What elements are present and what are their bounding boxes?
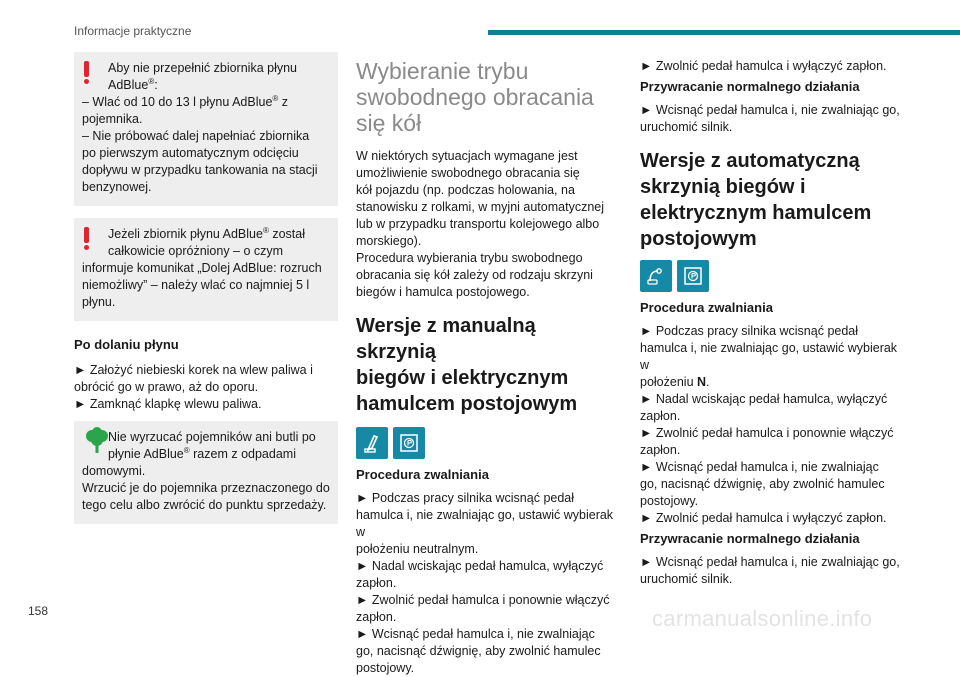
subtitle-after-refill: Po dolaniu płynu bbox=[74, 337, 179, 352]
warning-box-overfill: Aby nie przepełnić zbiornika płynu AdBlue®: – Wlać od 10 do 13 l płynu AdBlue® z pojemnika. – Nie próbować dalej napełniać zbiornika po pierwszym automatycznym odcięciu dopływu w przypadku tankowania na stacji benzynowej. bbox=[74, 52, 338, 206]
warning-icon bbox=[83, 61, 90, 84]
watermark: carmanualsonline.info bbox=[652, 606, 873, 631]
box1-line8: benzynowej. bbox=[82, 180, 152, 194]
box2-line1: Jeżeli zbiornik płynu AdBlue bbox=[108, 227, 263, 241]
box3-line4: Wrzucić je do pojemnika przeznaczonego do bbox=[82, 481, 330, 495]
box1-line3: – Wlać od 10 do 13 l płynu AdBlue bbox=[82, 95, 273, 109]
restore-title: Przywracanie normalnego działania bbox=[640, 79, 860, 94]
top-step: ► Zwolnić pedał hamulca i wyłączyć zapłon. bbox=[640, 59, 887, 73]
step-close-flap: ► Zamknąć klapkę wlewu paliwa. bbox=[74, 397, 262, 411]
box1-line4: pojemnika. bbox=[82, 112, 143, 126]
box2-line4: niemożliwy” – należy wlać co najmniej 5 l bbox=[82, 278, 310, 292]
box3-line3: domowymi. bbox=[82, 464, 146, 478]
section-header: Informacje praktyczne bbox=[74, 24, 192, 38]
eco-leaf-icon bbox=[84, 427, 110, 460]
heading-manual: Wersje z manualną skrzynią biegów i elektrycznym hamulcem postojowym bbox=[356, 315, 578, 415]
intro-text: W niektórych sytuacjach wymagane jest umożliwienie swobodnego obracania się kół pojazdu (np. podczas holowania, na stanowisku z rolkami, w myjni automatycznej lub w przypadku transportu kolejowego albo morskiego). Procedura wybierania trybu swobodnego obracania się kół zależy od rodzaju skrzyni biegów i hamulca postojowego. bbox=[356, 149, 604, 299]
box1-line7: dopływu w przypadku tankowania na stacji bbox=[82, 163, 318, 177]
heading-automatic: Wersje z automatyczną skrzynią biegów i elektrycznym hamulcem postojowym bbox=[640, 150, 872, 250]
step-cap-2: obrócić go w prawo, aż do oporu. bbox=[74, 380, 259, 394]
box2-line2: całkowicie opróżniony – o czym bbox=[108, 244, 284, 258]
icon-row bbox=[640, 260, 904, 292]
header-accent-bar bbox=[488, 30, 960, 35]
box3-line5: tego celu albo zwrócić do punktu sprzedaży. bbox=[82, 498, 327, 512]
procedure-steps-manual: ► Podczas pracy silnika wcisnąć pedał hamulca i, nie zwalniając go, ustawić wybierak w położeniu neutralnym. ► Nadal wciskając pedał hamulca, wyłączyć zapłon. ► Zwolnić pedał hamulca i ponownie włączyć zapłon. ► Wcisnąć pedał hamulca i, nie zwalniając go, nacisnąć dźwignię, aby zwolnić hamulec postojowy. bbox=[356, 491, 614, 675]
warning-icon bbox=[83, 227, 90, 250]
column-right: ► Zwolnić pedał hamulca i wyłączyć zapłon. Przywracanie normalnego działania ► Wcisnąć pedał hamulca i, nie zwalniając go, uruchomić silnik. Wersje z automatyczną skrzynią biegów i elektrycznym hamulcem postojowym Procedura zwalniania ► Podczas pracy silnika wcisnąć pedał hamulca i, nie zwalniając go, ustawić wybierak w położeniu N. ► Nadal wciskając pedał hamulca, wyłączyć zapłon. ► Zwolnić pedał hamulca i ponownie włączyć zapłon. ► Wcisnąć pedał hamulca i, nie zwalniając go, nacisnąć dźwignię, aby zwolnić hamulec postojowy. ► Zwolnić pedał hamulca i wyłączyć zapłon. Przywracanie normalnego działania ► Wcisnąć pedał hamulca i, nie zwalniając go, uruchomić silnik. bbox=[640, 58, 904, 588]
parking-brake-icon bbox=[677, 260, 709, 292]
box3-line1: Nie wyrzucać pojemników ani butli po bbox=[108, 430, 316, 444]
brake-pedal-icon bbox=[356, 427, 388, 459]
box1-line6: po pierwszym automatycznym odcięciu bbox=[82, 146, 299, 160]
procedure-title-manual: Procedura zwalniania bbox=[356, 467, 489, 482]
restore-title-2: Przywracanie normalnego działania bbox=[640, 531, 860, 546]
warning-box-empty-tank: Jeżeli zbiornik płynu AdBlue® został całkowicie opróżniony – o czym informuje komunikat „Dolej AdBlue: rozruch niemożliwy” – należy wlać co najmniej 5 l płynu. bbox=[74, 218, 338, 321]
page-number: 158 bbox=[28, 604, 49, 618]
box1-line2: AdBlue bbox=[108, 78, 149, 92]
column-middle bbox=[356, 58, 620, 677]
eco-box: Nie wyrzucać pojemników ani butli po płynie AdBlue® razem z odpadami domowymi. Wrzucić je do pojemnika przeznaczonego do tego celu albo zwrócić do punktu sprzedaży. bbox=[74, 421, 338, 524]
parking-brake-icon bbox=[393, 427, 425, 459]
column-left bbox=[74, 52, 338, 524]
box2-line3: informuje komunikat „Dolej AdBlue: rozruch bbox=[82, 261, 322, 275]
procedure-title-automatic: Procedura zwalniania bbox=[640, 300, 773, 315]
procedure-steps-automatic: ► Podczas pracy silnika wcisnąć pedał hamulca i, nie zwalniając go, ustawić wybierak w położeniu N. ► Nadal wciskając pedał hamulca, wyłączyć zapłon. ► Zwolnić pedał hamulca i ponownie włączyć zapłon. ► Wcisnąć pedał hamulca i, nie zwalniając go, nacisnąć dźwignię, aby zwolnić hamulec postojowy. ► Zwolnić pedał hamulca i wyłączyć zapłon. bbox=[640, 324, 898, 525]
box1-line1: Aby nie przepełnić zbiornika płynu bbox=[108, 61, 297, 75]
icon-row bbox=[356, 427, 620, 459]
box1-line5: – Nie próbować dalej napełniać zbiornika bbox=[82, 129, 310, 143]
section-title: Wybieranie trybu swobodnego obracania się kół bbox=[356, 58, 594, 136]
step-cap-1: ► Założyć niebieski korek na wlew paliwa i bbox=[74, 363, 313, 377]
gear-selector-icon bbox=[640, 260, 672, 292]
box3-line2: płynie AdBlue bbox=[108, 447, 184, 461]
box2-line5: płynu. bbox=[82, 295, 116, 309]
